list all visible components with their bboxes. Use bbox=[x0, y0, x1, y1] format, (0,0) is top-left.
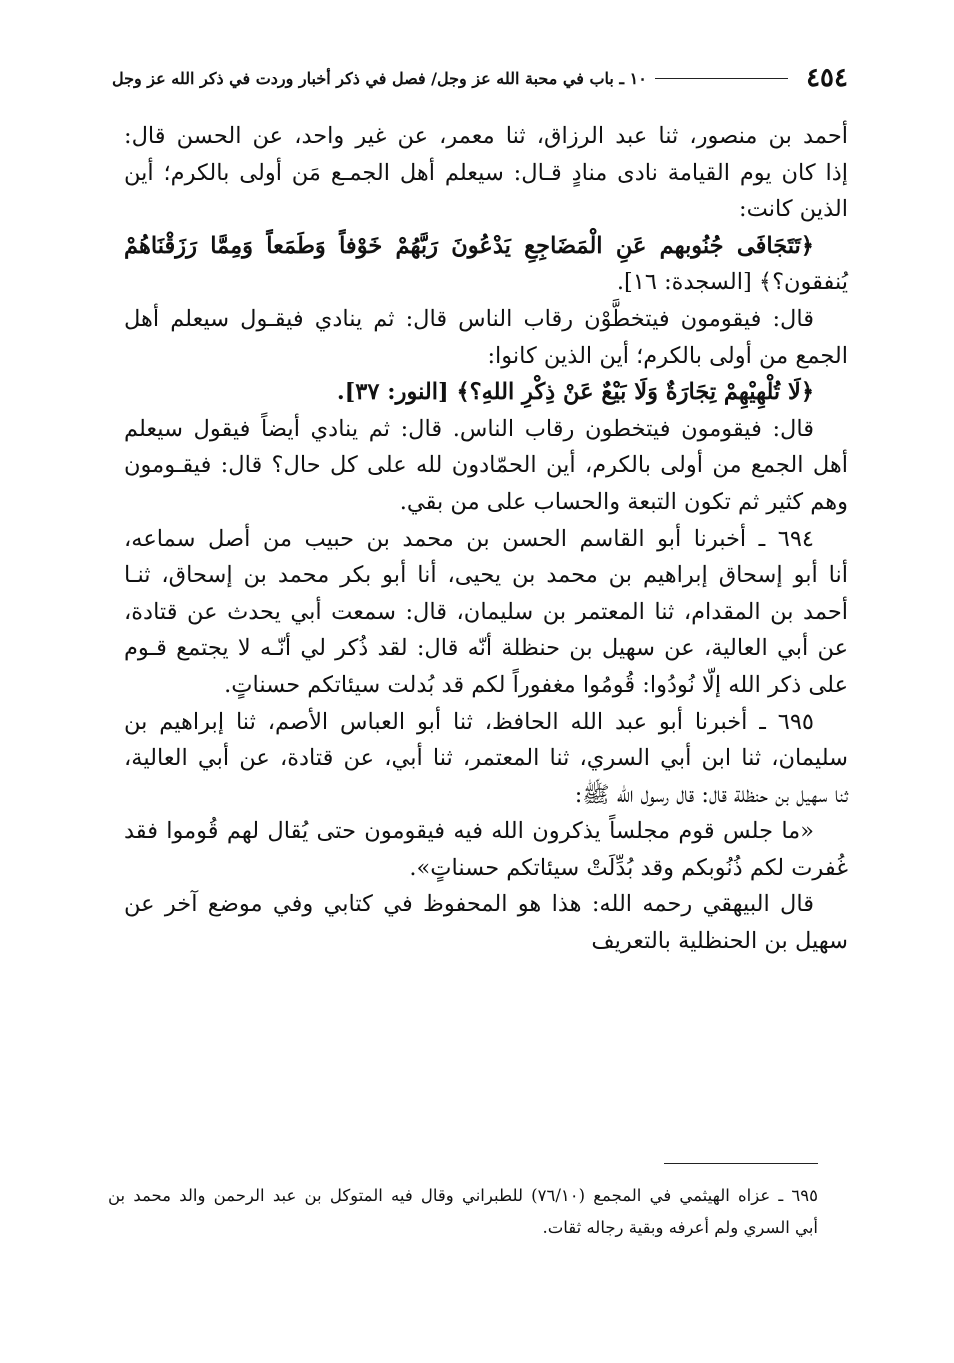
text-line: عن أبي العالية، عن سهيل بن حنظلة أنّه قال: لقد ذُكر لي أنّـه لا يجتمع قـوم bbox=[124, 635, 848, 662]
text-line: أهل الجمع من أولى بالكرم، أين الحمّادون لله على كل حال؟ قال: فيقـومون bbox=[124, 452, 848, 479]
text-line: إذا كان يوم القيامة نادى منادٍ قـال: سيعلم أهل الجمـع مَن أولى بالكرم؛ أين bbox=[124, 159, 848, 186]
prophetic-quote-line: «ما جلس قوم مجلساً يذكرون الله فيه فيقومون حتى يُقال لهم قُوموا فقد bbox=[124, 818, 814, 845]
prophetic-quote-line: غُفرت لكم ذُنُوبكم وقد بُدِّلَتْ سيئاتكم حسناتٍ». bbox=[409, 854, 848, 881]
page-number: ٤٥٤ bbox=[806, 63, 848, 93]
text-line: قال: فيقومون فيتخطَّوْن رقاب الناس قال: ثم ينادي فيقـول سيعلم أهل bbox=[124, 305, 814, 332]
header-rule bbox=[655, 78, 788, 79]
running-head bbox=[112, 58, 848, 98]
quran-verse-line: ﴿تَتَجَافَى جُنُوبهم عَنِ الْمَضَاجِعِ يَدْعُونَ رَبَّهُمْ خَوْفاً وَطَمَعاً وَمِمَّا رَزَقْنَاهُمْ bbox=[124, 232, 814, 259]
text-line: أحمد بن المقدام، ثنا المعتمر بن سليمان، قال: سمعت أبي يحدث عن قتادة، bbox=[124, 598, 848, 625]
text-line: الجمع من أولى بالكرم؛ أين الذين كانوا: bbox=[487, 342, 848, 369]
text-line: الذين كانت: bbox=[739, 196, 848, 223]
quran-verse-line: يُنفقون؟﴾ [السجدة: ١٦]. bbox=[616, 269, 848, 296]
text-line: وهم كثير ثم تكون التبعة والحساب على من بقي. bbox=[399, 488, 848, 515]
footnote bbox=[108, 1180, 818, 1244]
text-line: أنا أبو إسحاق إبراهيم بن محمد بن يحيى، أنا أبو بكر محمد بن إسحاق، ثنـا bbox=[124, 562, 848, 589]
text-line: سهيل بن الحنظلية بالتعريف bbox=[591, 928, 848, 955]
main-text bbox=[124, 118, 848, 960]
chapter-title: ١٠ ـ باب في محبة الله عز وجل/ فصل في ذكر أخبار وردت في ذكر الله عز وجل bbox=[112, 68, 647, 88]
quran-verse-line: ﴿لَا تُلْهِيْهِمْ تِجَارَةٌ وَلَا بَيْعٌ عَنْ ذِكْرِ اللهِ؟﴾ [النور: ٣٧]. bbox=[336, 379, 814, 406]
footnote-line: ٦٩٥ ـ عزاه الهيثمي في المجمع (٧٦/١٠) للطبراني وقال فيه المتوكل بن عبد الرحمن والد محمد بن bbox=[108, 1186, 819, 1205]
hadith-694-start: ٦٩٤ ـ أخبرنا أبو القاسم الحسن بن محمد بن حبيب من أصل سماعه، bbox=[124, 525, 814, 552]
text-line: قال: فيقومون فيتخطون رقاب الناس. قال: ثم ينادي أيضاً فيقول سيعلم bbox=[124, 415, 814, 442]
footnote-separator bbox=[664, 1163, 818, 1164]
text-line: قال البيهقي رحمه الله: هذا هو المحفوظ في كتابي وفي موضع آخر عن bbox=[124, 891, 814, 918]
footnote-line: أبي السري ولم أعرفه وبقية رجاله ثقات. bbox=[542, 1218, 818, 1237]
text-line: على ذكر الله إلّا نُودُوا: قُومُوا مغفوراً لكم قد بُدلت سيئاتكم حسناتٍ. bbox=[224, 671, 848, 698]
text-line: ثنا سهيل بن حنظلة قال: قال رسول الله ﷺ: bbox=[574, 781, 848, 808]
text-line: أحمد بن منصور، ثنا عبد الرزاق، ثنا معمر، عن غير واحد، عن الحسن قال: bbox=[124, 123, 848, 149]
hadith-695-start: ٦٩٥ ـ أخبرنا أبو عبد الله الحافظ، ثنا أبو العباس الأصم، ثنا إبراهيم بن bbox=[124, 708, 814, 735]
text-line: سليمان، ثنا ابن أبي السري، ثنا المعتمر، ثنا أبي، عن قتادة، عن أبي العالية، bbox=[124, 745, 848, 772]
